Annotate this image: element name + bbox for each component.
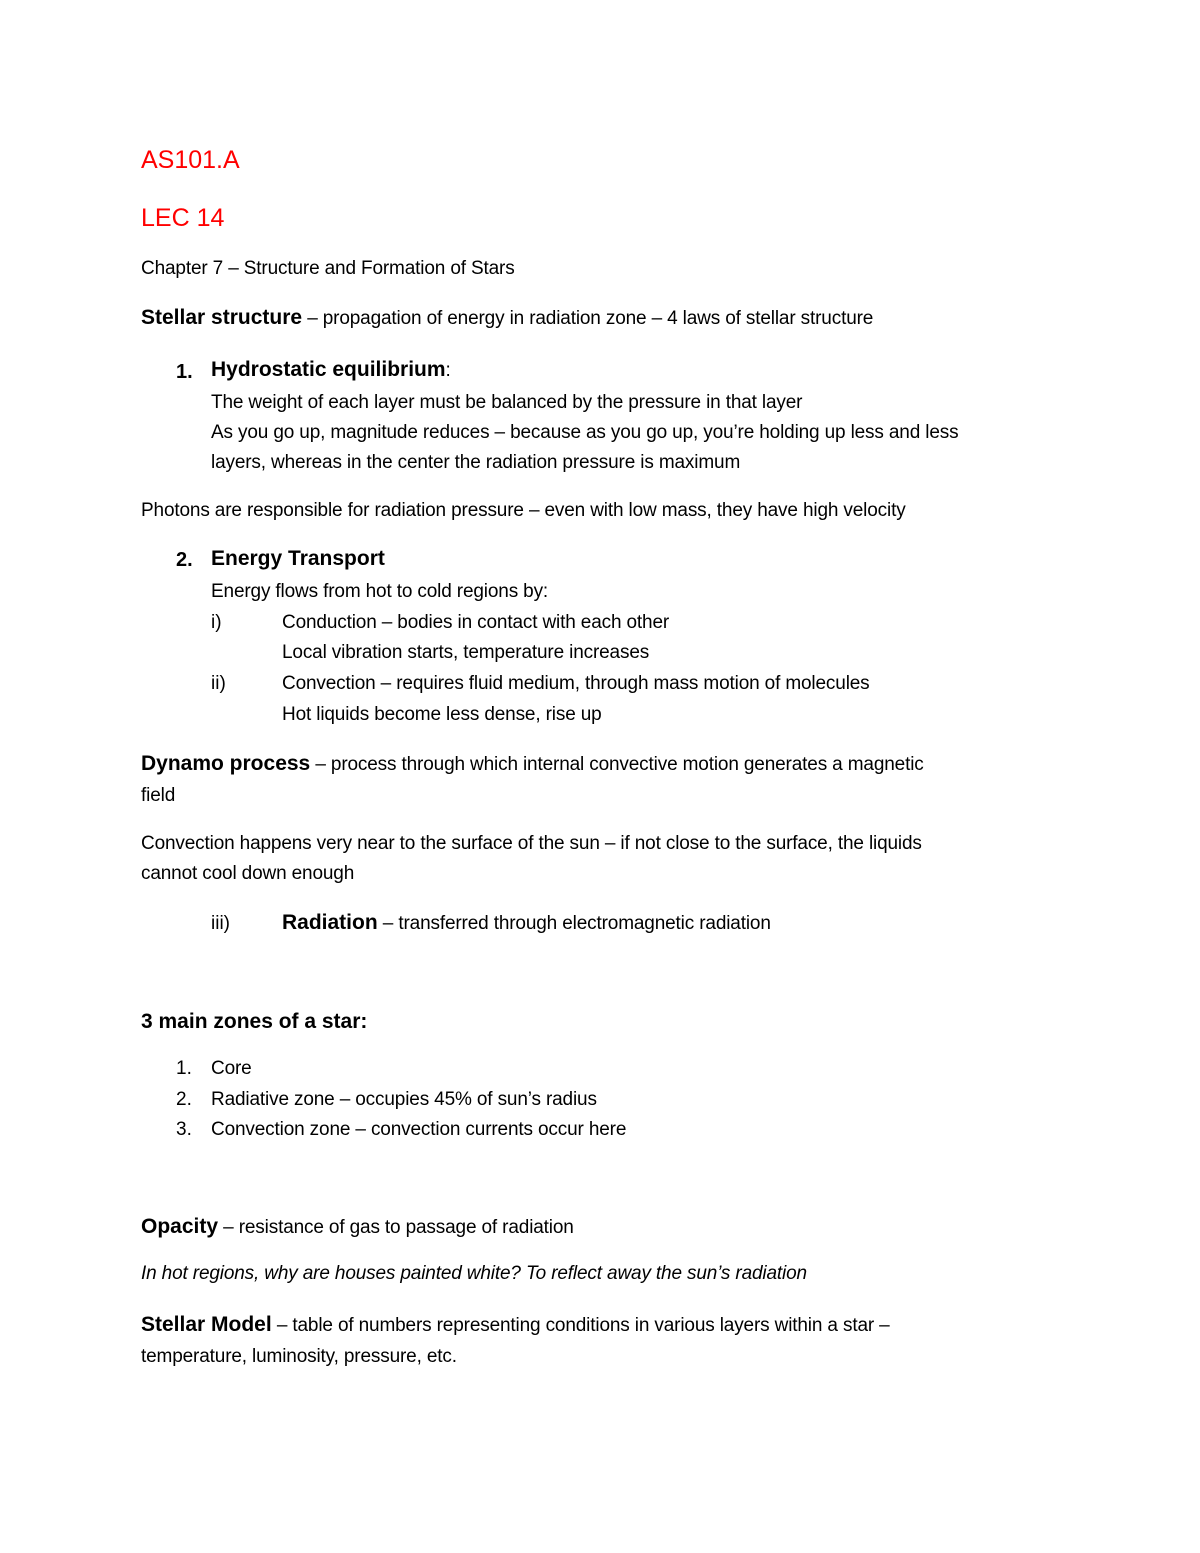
law2-term: Energy Transport — [211, 547, 385, 570]
stellar-model-line — [141, 1312, 890, 1339]
convection-note-line: cannot cool down enough — [141, 863, 355, 884]
convection-line: Convection – requires fluid medium, through mass motion of molecules — [282, 673, 870, 694]
zones-heading-text: 3 main zones of a star: — [141, 1010, 368, 1033]
opacity-definition: – resistance of gas to passage of radiation — [218, 1217, 574, 1238]
stellar-structure-line — [141, 305, 873, 332]
law2-heading — [211, 546, 385, 573]
dynamo-term: Dynamo process — [141, 752, 311, 775]
radiation-line — [282, 910, 771, 937]
convection-detail: Hot liquids become less dense, rise up — [282, 704, 602, 725]
law1-term-suffix: : — [445, 360, 451, 381]
stellar-structure-definition: – propagation of energy in radiation zone – 4 laws of stellar structure — [302, 308, 874, 329]
law1-term: Hydrostatic equilibrium — [211, 358, 446, 381]
law1-line: The weight of each layer must be balanced by the pressure in that layer — [211, 392, 803, 413]
conduction-line: Conduction – bodies in contact with each other — [282, 612, 670, 633]
law1-line: As you go up, magnitude reduces – because as you go up, you’re holding up less and less — [211, 422, 959, 443]
stellar-model-definition: – table of numbers representing conditions in various layers within a star – — [271, 1315, 890, 1336]
zone-number: 3. — [176, 1119, 192, 1140]
conduction-detail: Local vibration starts, temperature increases — [282, 642, 650, 663]
zone-number: 1. — [176, 1058, 192, 1079]
law2-number: 2. — [176, 549, 193, 571]
radiation-term: Radiation — [282, 911, 378, 934]
stellar-model-term: Stellar Model — [141, 1313, 272, 1336]
dynamo-line — [141, 751, 924, 778]
law1-number: 1. — [176, 361, 193, 383]
dynamo-line-continued: field — [141, 785, 176, 806]
law1-heading — [211, 357, 451, 384]
law1-line: layers, whereas in the center the radiation pressure is maximum — [211, 452, 741, 473]
dynamo-definition: – process through which internal convective motion generates a magnetic — [310, 754, 924, 775]
zone-item: Core — [211, 1058, 252, 1079]
course-title: AS101.A — [141, 146, 240, 174]
zone-item: Radiative zone – occupies 45% of sun’s radius — [211, 1089, 597, 1110]
zone-item: Convection zone – convection currents occur here — [211, 1119, 627, 1140]
radiation-definition: – transferred through electromagnetic radiation — [377, 913, 771, 934]
radiation-marker: iii) — [211, 913, 230, 934]
stellar-model-line-continued: temperature, luminosity, pressure, etc. — [141, 1346, 457, 1367]
convection-marker: ii) — [211, 673, 226, 694]
question-line: In hot regions, why are houses painted white? To reflect away the sun’s radiation — [141, 1263, 807, 1284]
stellar-structure-term: Stellar structure — [141, 306, 303, 329]
convection-note-line: Convection happens very near to the surface of the sun – if not close to the surface, the liquids — [141, 833, 922, 854]
chapter-line: Chapter 7 – Structure and Formation of Stars — [141, 258, 515, 279]
zones-heading — [141, 1009, 367, 1036]
lecture-title: LEC 14 — [141, 204, 225, 232]
opacity-term: Opacity — [141, 1215, 219, 1238]
zone-number: 2. — [176, 1089, 192, 1110]
opacity-line — [141, 1214, 574, 1241]
conduction-marker: i) — [211, 612, 222, 633]
photons-line: Photons are responsible for radiation pressure – even with low mass, they have high velocity — [141, 500, 906, 521]
law2-intro: Energy flows from hot to cold regions by: — [211, 581, 549, 602]
